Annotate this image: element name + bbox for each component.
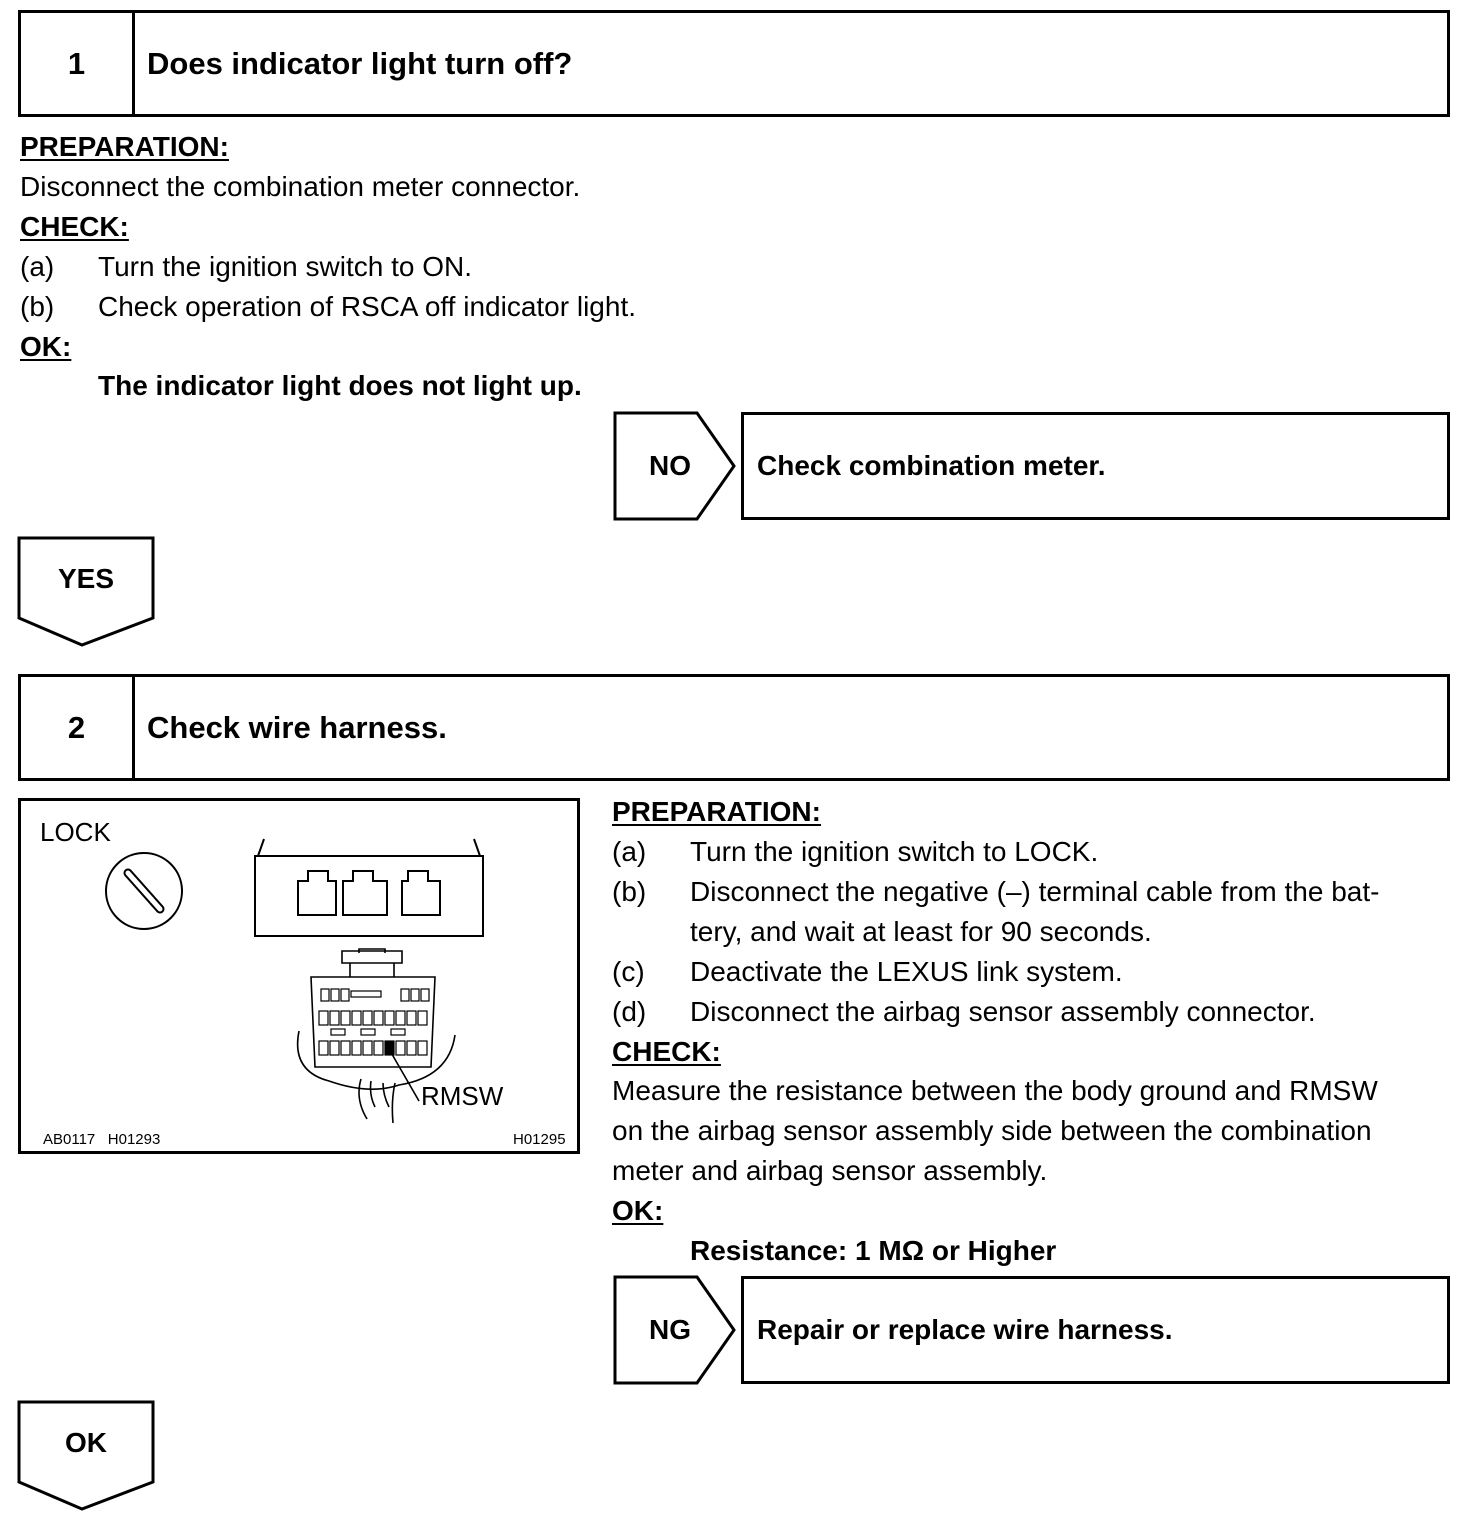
ok-header: OK: <box>612 1195 664 1226</box>
item-label: (c) <box>612 956 645 987</box>
ok-label: OK <box>65 1427 107 1458</box>
rmsw-label: RMSW <box>421 1081 504 1111</box>
check-line: on the airbag sensor assembly side between the combination <box>612 1115 1372 1146</box>
ng-action-box: Repair or replace wire harness. <box>741 1276 1450 1384</box>
preparation-header: PREPARATION: <box>612 796 821 827</box>
check-header: CHECK: <box>612 1036 721 1067</box>
ng-label: NG <box>649 1314 691 1345</box>
item-text: Deactivate the LEXUS link system. <box>690 956 1123 987</box>
no-label: NO <box>649 450 691 481</box>
item-label: (a) <box>20 251 55 282</box>
ok-criteria: Resistance: 1 MΩ or Higher <box>690 1235 1057 1266</box>
preparation-item-continuation: tery, and wait at least for 90 seconds. <box>690 916 1152 947</box>
preparation-text: Disconnect the combination meter connector. <box>20 171 581 202</box>
check-line: meter and airbag sensor assembly. <box>612 1155 1048 1186</box>
preparation-header: PREPARATION: <box>20 131 229 162</box>
item-text: Disconnect the airbag sensor assembly connector. <box>690 996 1316 1027</box>
item-label: (b) <box>20 291 55 322</box>
figure-code-left: AB0117 H01293 <box>43 1131 161 1148</box>
step-number: 1 <box>21 13 135 114</box>
item-text: Disconnect the negative (–) terminal cable from the bat- <box>690 876 1380 907</box>
yes-label: YES <box>57 563 115 594</box>
step-title: Check wire harness. <box>147 709 447 745</box>
check-header: CHECK: <box>20 211 129 242</box>
ok-header: OK: <box>20 331 72 362</box>
step-title: Does indicator light turn off? <box>147 45 573 81</box>
no-action-box: Check combination meter. <box>741 412 1450 520</box>
item-text: Turn the ignition switch to ON. <box>98 251 473 282</box>
item-label: (a) <box>612 836 647 867</box>
item-label: (b) <box>612 876 647 907</box>
item-text: Turn the ignition switch to LOCK. <box>690 836 1099 867</box>
item-label: (d) <box>612 996 647 1027</box>
figure-code-right: H01295 <box>513 1131 566 1148</box>
ok-criteria: The indicator light does not light up. <box>98 370 582 401</box>
step-number: 2 <box>21 677 135 778</box>
lock-label: LOCK <box>40 817 111 847</box>
item-text: Check operation of RSCA off indicator light. <box>98 291 637 322</box>
check-line: Measure the resistance between the body ground and RMSW <box>612 1075 1378 1106</box>
